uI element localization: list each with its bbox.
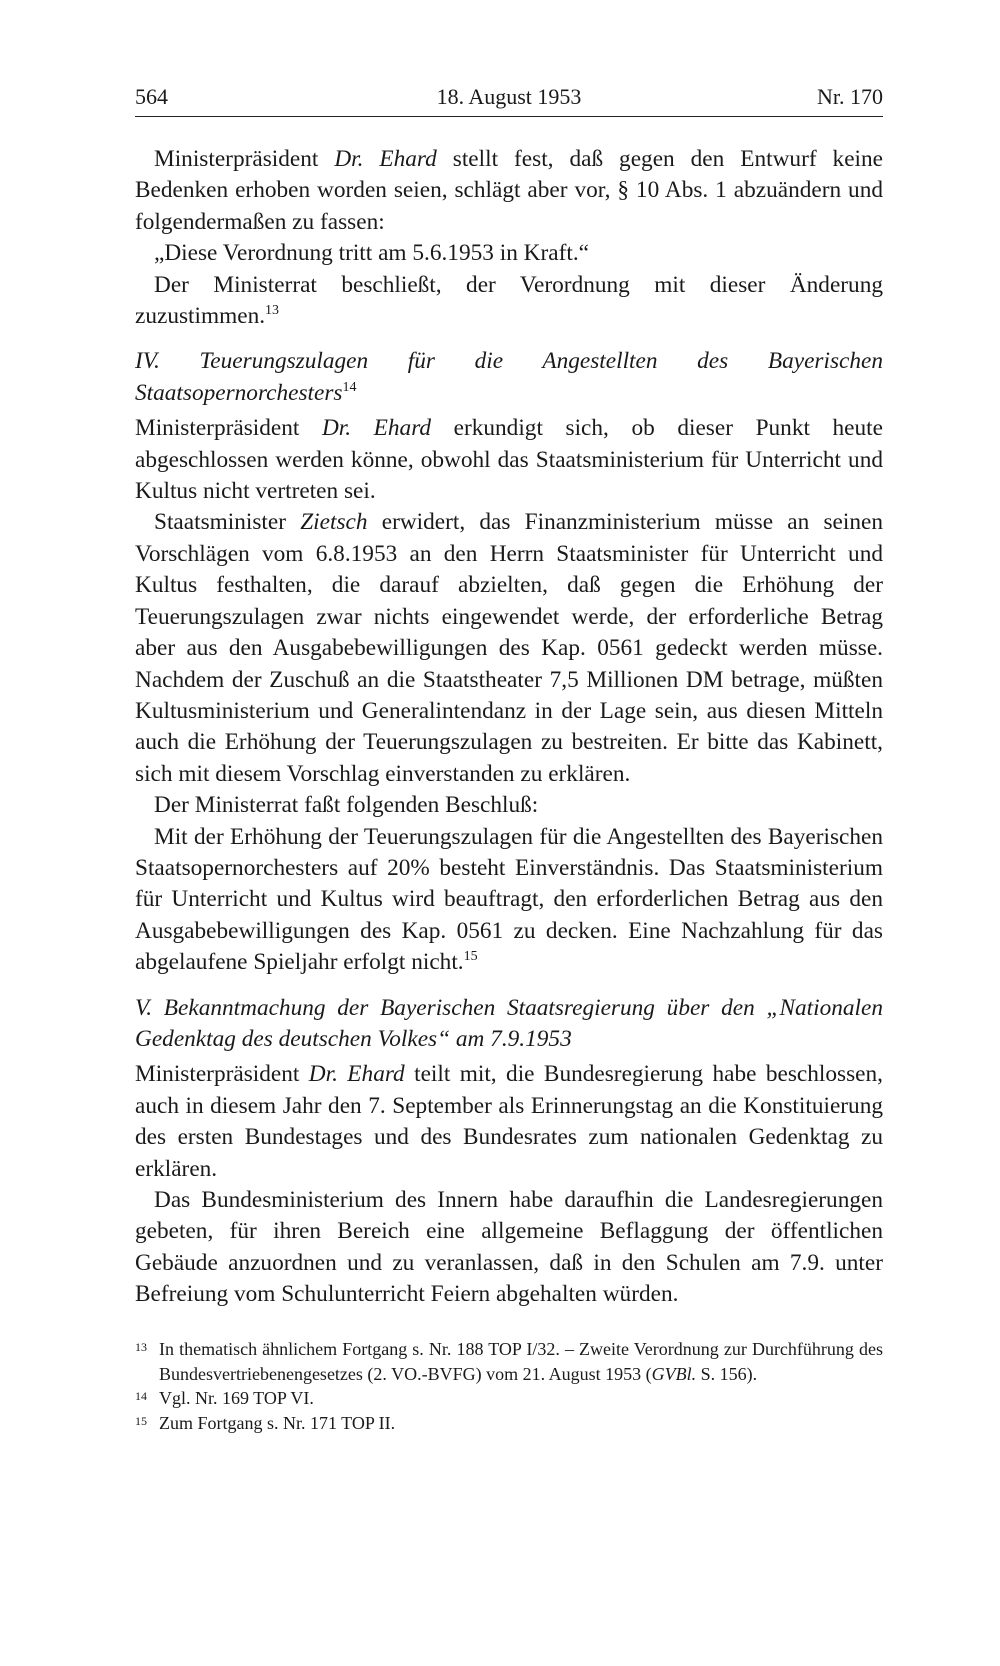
quoted-paragraph: „Diese Verordnung tritt am 5.6.1953 in Kraft.“ — [154, 240, 589, 267]
footnote-number: 14 — [135, 1389, 147, 1403]
paragraph: Das Bundesministerium des Innern habe daraufhin die Landesregierungen gebeten, für ihren Bereich eine allgemeine Beflaggung der öffentlichen Gebäude anzuordnen und zu veranlassen, daß in den Schulen am 7.9. unter Befreiung vom Schulunterricht Feiern abgehalten würden. — [135, 1187, 883, 1308]
footnote: 14 Vgl. Nr. 169 TOP VI. — [135, 1386, 883, 1411]
person-name: Dr. Ehard — [334, 146, 437, 172]
document-number: Nr. 170 — [817, 84, 883, 109]
paragraph: Ministerpräsident Dr. Ehard teilt mit, die Bundesregierung habe beschlossen, auch in diesem Jahr den 7. September als Erinnerungstag an die Konstituierung des ersten Bundestages und des Bundesrates zum nationalen Gedenktag zu erklären. — [135, 1061, 883, 1182]
paragraph: Staatsminister Zietsch erwidert, das Finanzministerium müsse an seinen Vorschlägen vom 6.8.1953 an den Herrn Staatsminister für Unterricht und Kultus festhalten, die darauf abzielten, daß gegen die Erhöhung der Teuerungszulagen zwar nichts eingewendet werde, der erforderliche Betrag aber aus den Ausgabebewilligungen des Kap. 0561 gedeckt werden müsse. Nachdem der Zuschuß an die Staatstheater 7,5 Millionen DM betrage, müßten Kultusministerium und Generalintendanz in der Lage sein, aus diesen Mitteln auch die Erhöhung der Teuerungszulagen zu bestreiten. Er bitte das Kabinett, sich mit diesem Vorschlag einverstanden zu erklären. — [135, 509, 884, 787]
footnote: 13 In thematisch ähnlichem Fortgang s. Nr. 188 TOP I/32. – Zweite Verordnung zur Durchführung des Bundesvertriebenengesetzes (2. VO.-BVFG) vom 21. August 1953 (GVBl. S. 156). — [135, 1337, 883, 1386]
footnote-number: 15 — [135, 1413, 147, 1428]
paragraph: Der Ministerrat beschließt, der Verordnung mit dieser Änderung zuzustimmen.$^{13}$ — [135, 271, 883, 330]
page-number: 564 — [135, 84, 168, 109]
person-name: Zietsch — [300, 509, 368, 536]
person-name: Dr. Ehard — [321, 415, 432, 442]
footnotes — [135, 1337, 883, 1435]
running-head — [135, 84, 883, 117]
section-heading-v: V. Bekanntmachung der Bayerischen Staatsregierung über den „Nationalen Gedenktag des deutschen Volkes“ am 7.9.1953 — [135, 994, 883, 1052]
footnote-ref[interactable]: 14 — [342, 379, 357, 395]
body-text — [135, 144, 883, 1311]
footnote-ref[interactable]: 13 — [265, 303, 280, 319]
footnote-ref[interactable]: 15 — [463, 949, 478, 965]
section-heading-iv: IV. Teuerungszulagen für die Angestellten des Bayerischen Staatsopernorchesters$^{14}$ — [135, 348, 883, 406]
paragraph: Ministerpräsident Dr. Ehard stellt fest, daß gegen den Entwurf keine Bedenken erhoben worden seien, schlägt aber vor, § 10 Abs. 1 abzuändern und folgendermaßen zu fassen: — [135, 146, 883, 235]
footnote-number: 13 — [135, 1340, 147, 1354]
header-date: 18. August 1953 — [436, 84, 582, 109]
person-name: Dr. Ehard — [308, 1061, 405, 1088]
paragraph: Ministerpräsident Dr. Ehard erkundigt sich, ob dieser Punkt heute abgeschlossen werden könne, obwohl das Staatsministerium für Unterricht und Kultus nicht vertreten sei. — [135, 415, 883, 505]
resolution-paragraph: Mit der Erhöhung der Teuerungszulagen für die Angestellten des Bayerischen Staatsopernorchesters auf 20% besteht Einverständnis. Das Staatsministerium für Unterricht und Kultus wird beauftragt, den erforderlichen Betrag aus den Ausgabebewilligungen des Kap. 0561 zu decken. Eine Nachzahlung für das abgelaufene Spieljahr erfolgt nicht.$^{15}$ — [135, 823, 883, 976]
paragraph: Der Ministerrat faßt folgenden Beschluß: — [154, 792, 539, 819]
footnote: 15 Zum Fortgang s. Nr. 171 TOP II. — [135, 1411, 883, 1436]
